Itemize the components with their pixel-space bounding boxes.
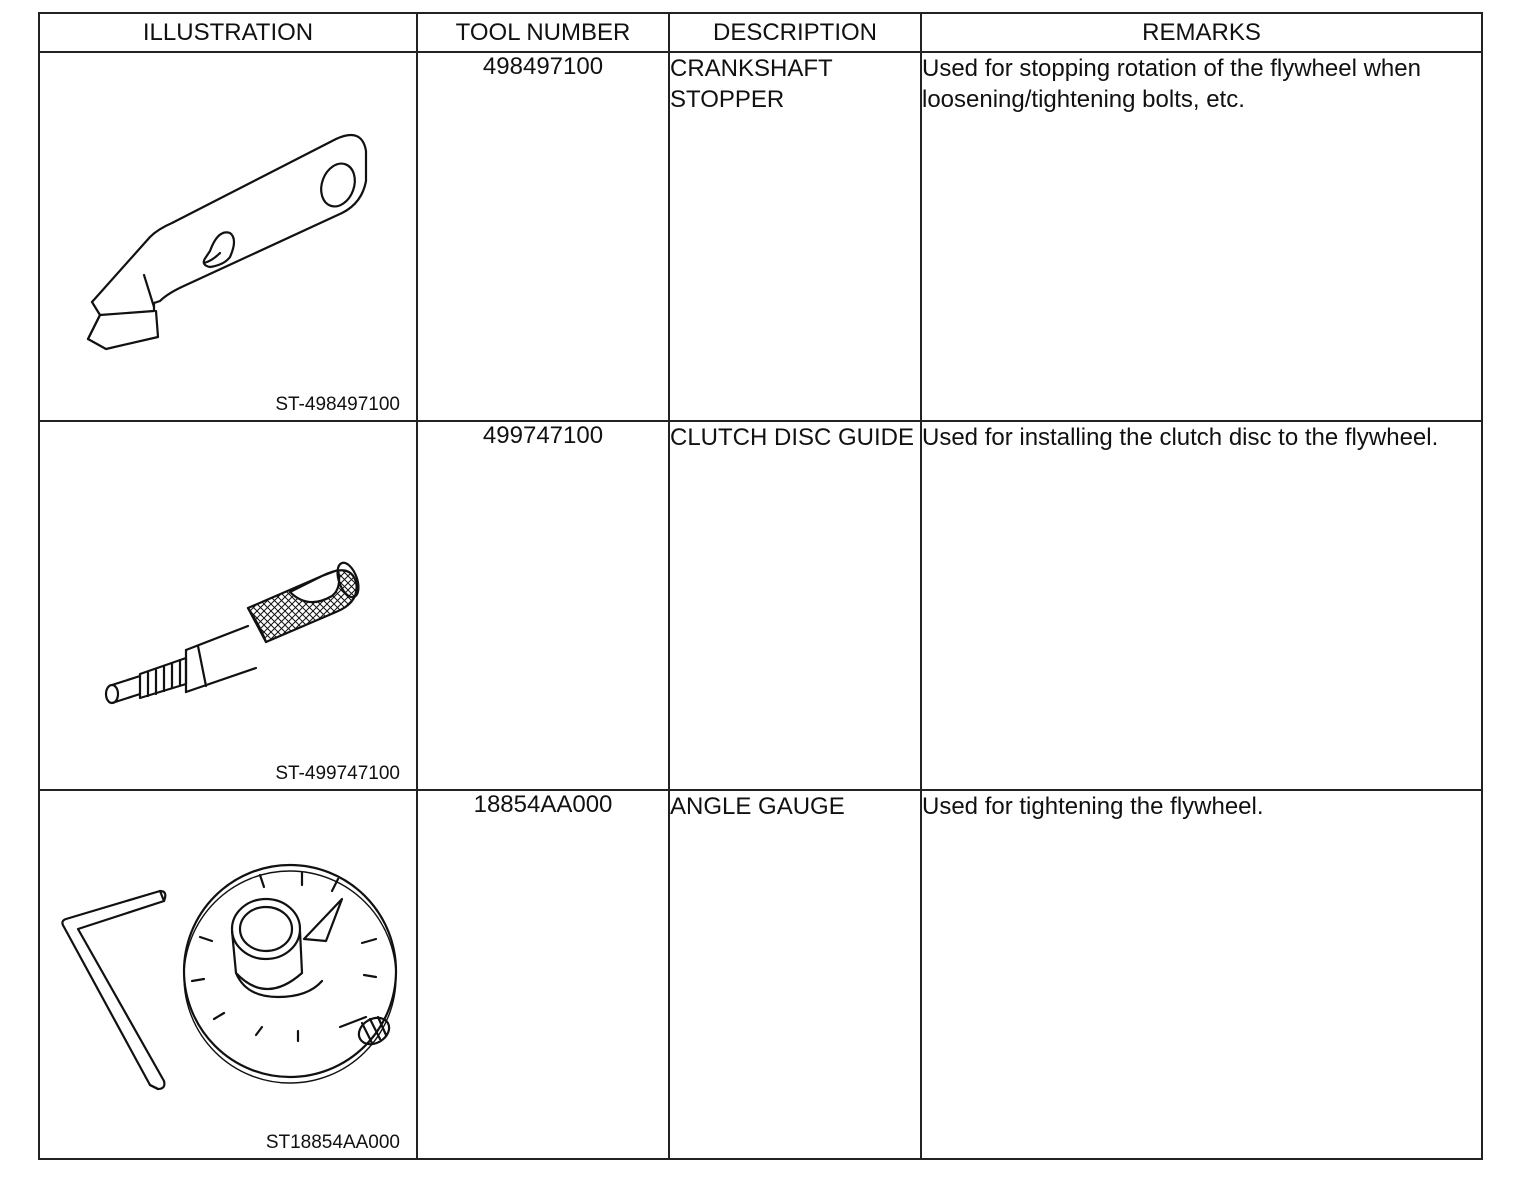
illustration-cell [39, 790, 417, 1159]
header-remarks: REMARKS [921, 13, 1482, 52]
illustration-code: ST-499747100 [275, 763, 400, 784]
header-tool-number: TOOL NUMBER [417, 13, 669, 52]
description-cell: CRANKSHAFT STOPPER [669, 52, 921, 421]
table-row [39, 790, 1482, 1159]
table-row [39, 421, 1482, 790]
illustration-code: ST18854AA000 [265, 1132, 400, 1153]
angle-gauge-icon [40, 791, 416, 1158]
description-cell: CLUTCH DISC GUIDE [669, 421, 921, 790]
tool-number-cell: 18854AA000 [417, 790, 669, 1159]
illustration-code: ST-498497100 [275, 394, 400, 415]
special-tools-table [38, 12, 1483, 1160]
crankshaft-stopper-icon [40, 53, 416, 420]
tool-number-cell: 499747100 [417, 421, 669, 790]
description-cell: ANGLE GAUGE [669, 790, 921, 1159]
remarks-cell: Used for tightening the flywheel. [921, 790, 1482, 1159]
tool-number-cell: 498497100 [417, 52, 669, 421]
clutch-disc-guide-icon [40, 422, 416, 789]
illustration-cell [39, 421, 417, 790]
table-row [39, 52, 1482, 421]
header-description: DESCRIPTION [669, 13, 921, 52]
remarks-cell: Used for stopping rotation of the flywheel when loosening/tightening bolts, etc. [921, 52, 1482, 421]
remarks-cell: Used for installing the clutch disc to the flywheel. [921, 421, 1482, 790]
illustration-cell [39, 52, 417, 421]
header-illustration: ILLUSTRATION [39, 13, 417, 52]
header-row [39, 13, 1482, 52]
